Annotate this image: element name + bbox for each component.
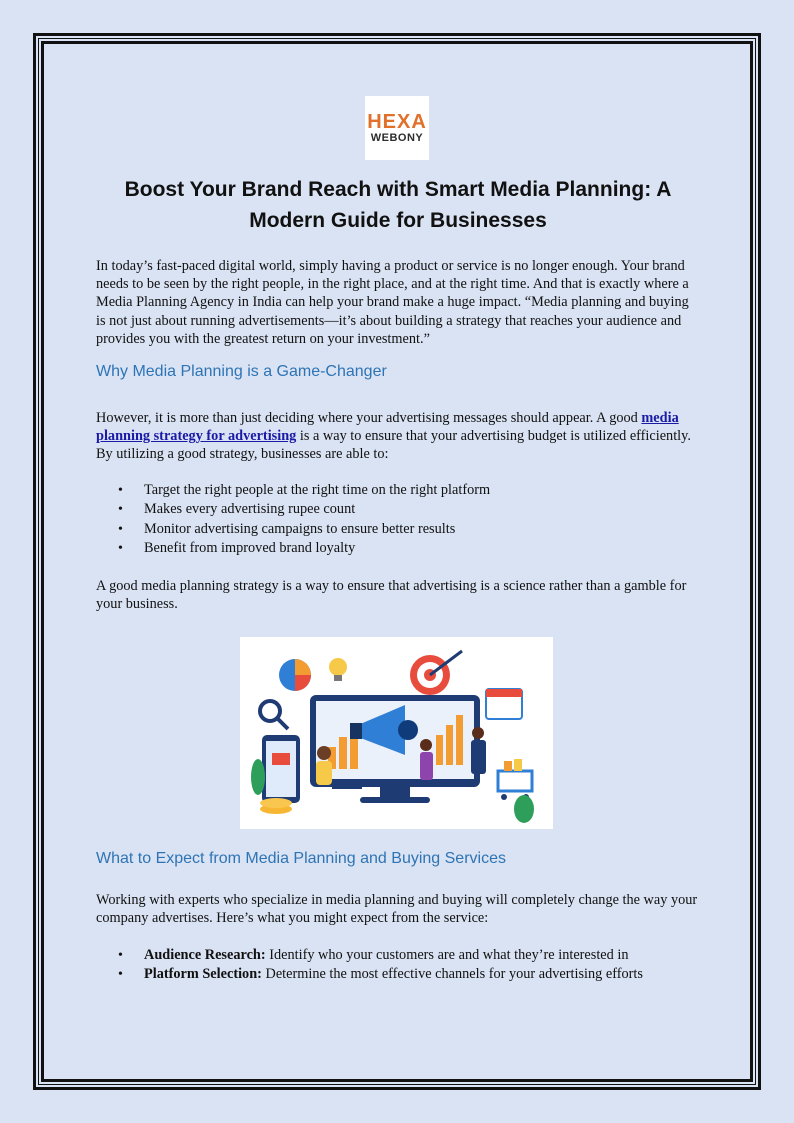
- list-item: • Makes every advertising rupee count: [96, 500, 700, 520]
- section1-closing-paragraph: A good media planning strategy is a way to ensure that advertising is a science rather than a gamble for your business.: [96, 577, 687, 612]
- list-item-text: Determine the most effective channels for your advertising efforts: [261, 966, 643, 983]
- list-item: • Benefit from improved brand loyalty: [96, 539, 700, 559]
- section-heading-why: Why Media Planning is a Game-Changer: [96, 363, 387, 381]
- document-title: Boost Your Brand Reach with Smart Media Planning: A Modern Guide for Businesses: [124, 178, 672, 232]
- benefits-list: [96, 481, 700, 559]
- section1-paragraph: [96, 409, 700, 464]
- media-planning-illustration: [240, 637, 553, 829]
- list-item-text: Identify who your customers are and what they’re interested in: [265, 947, 629, 964]
- list-item: [96, 965, 700, 984]
- section2-paragraph: Working with experts who specialize in media planning and buying will completely change the way your company advertises. Here’s what you might expect from the service:: [96, 892, 698, 927]
- logo-wordmark-bottom: WEBONY: [370, 132, 424, 144]
- section1-text-after: is a way to ensure that your advertising budget is utilized efficiently. By utilizing a good strategy, businesses are able to:: [96, 428, 691, 463]
- illustration-graphic: [240, 637, 553, 829]
- list-item-label: Platform Selection:: [144, 966, 262, 983]
- services-list: [96, 946, 700, 984]
- section1-text-before: However, it is more than just deciding where your advertising messages should appear. A good: [96, 410, 642, 427]
- list-item: • Monitor advertising campaigns to ensure better results: [96, 520, 700, 540]
- company-logo: [365, 96, 429, 160]
- logo-wordmark-top: HEXA: [367, 111, 427, 133]
- document-body: [96, 96, 700, 984]
- list-item-label: Audience Research:: [144, 947, 266, 964]
- list-item: [96, 946, 700, 965]
- list-item: • Target the right people at the right time on the right platform: [96, 481, 700, 501]
- intro-paragraph: In today’s fast-paced digital world, simply having a product or service is no longer enough. Your brand needs to be seen by the right people, in the right place, and at the right time. And that is exactly where a Media Planning Agency in India can help your brand make a huge impact. “Media planning and buying is not just about running advertisements—it’s about building a strategy that reaches your audience and provides you with the greatest return on your investment.”: [96, 258, 689, 347]
- section-heading-what-to-expect: What to Expect from Media Planning and Buying Services: [96, 850, 506, 868]
- media-planning-strategy-link[interactable]: media planning strategy for advertising: [96, 410, 679, 445]
